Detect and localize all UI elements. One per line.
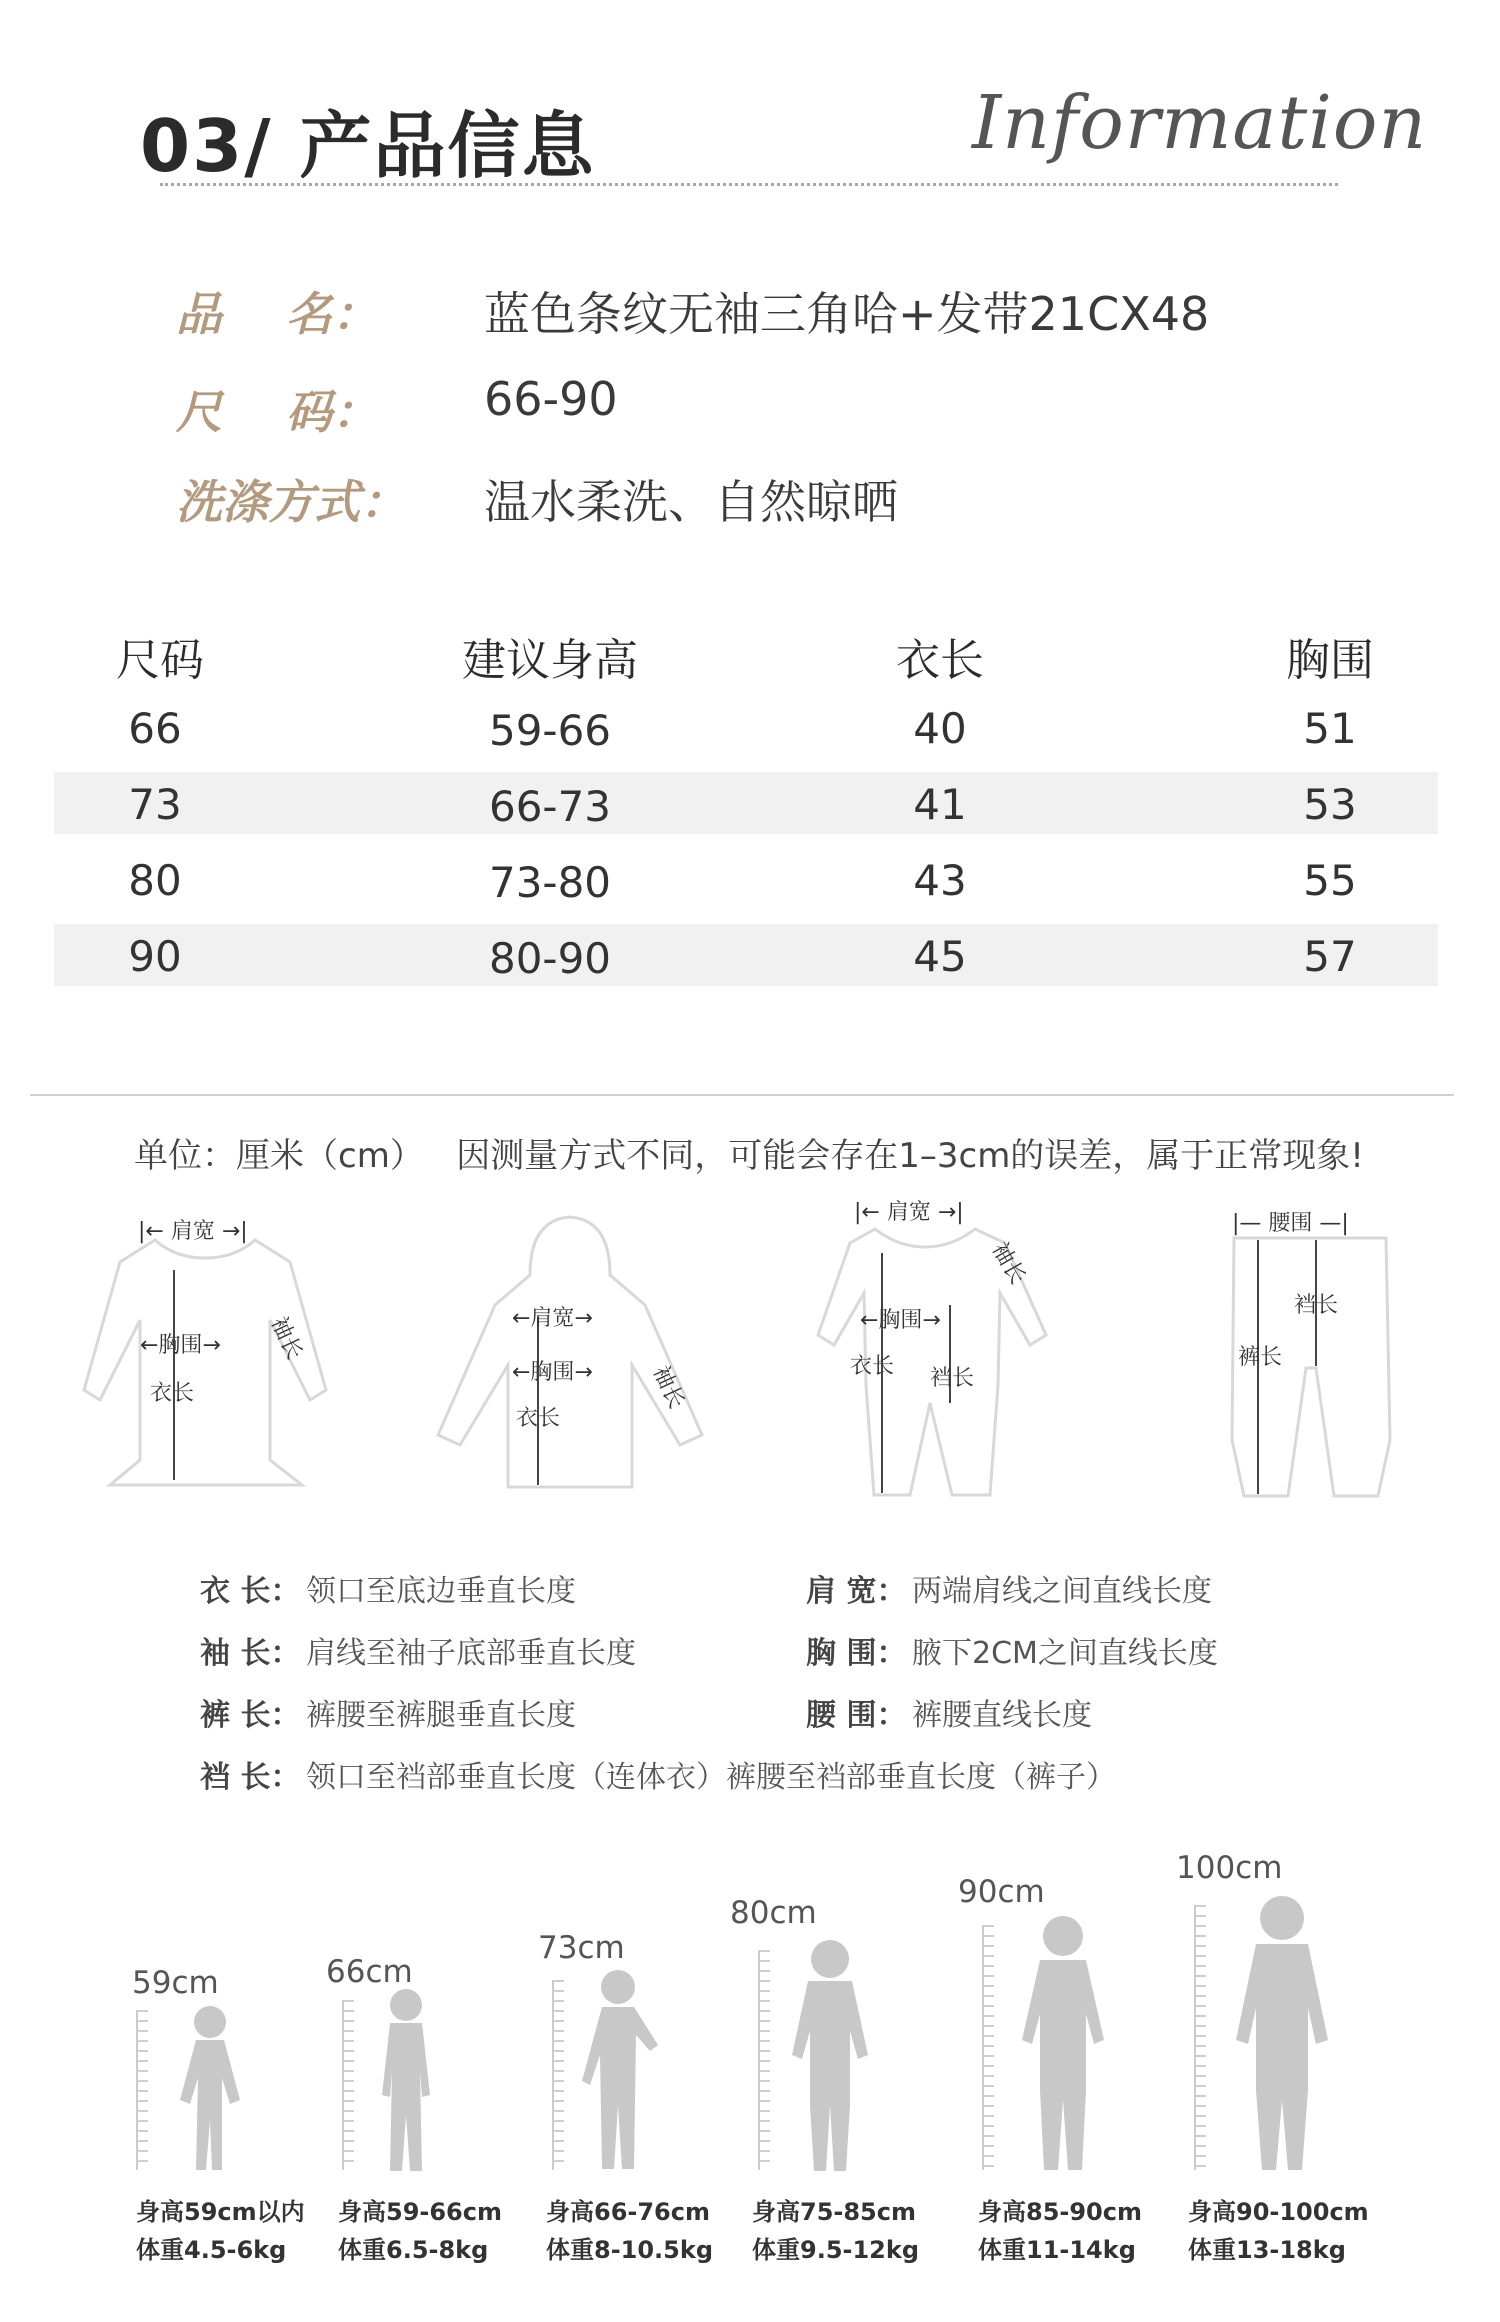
jacket-label-sleeve: 袖长 bbox=[265, 1313, 307, 1364]
table-cell: 53 bbox=[1303, 780, 1357, 829]
table-cell: 41 bbox=[913, 780, 967, 829]
definition-value: 裤腰直线长度 bbox=[912, 1698, 1092, 1733]
child-silhouette-icon bbox=[1008, 1910, 1118, 2175]
hoodie-label-shoulder: ←肩宽→ bbox=[512, 1306, 593, 1331]
table-cell: 66-73 bbox=[488, 782, 612, 831]
height-ruler bbox=[136, 2010, 154, 2170]
page-title: 03/ 产品信息 bbox=[140, 104, 596, 188]
height-label: 90cm bbox=[958, 1874, 1045, 1910]
definition-key: 裆 长： bbox=[200, 1760, 301, 1795]
table-cell: 57 bbox=[1303, 932, 1357, 981]
definition-value: 腋下2CM之间直线长度 bbox=[912, 1636, 1218, 1671]
child-silhouette-icon bbox=[1222, 1890, 1342, 2175]
kid-height-range: 身高90-100cm bbox=[1188, 2198, 1369, 2226]
height-ruler bbox=[342, 2000, 360, 2170]
table-row-band bbox=[54, 772, 1438, 834]
child-silhouette-icon bbox=[170, 2000, 250, 2175]
definition-key: 袖 长： bbox=[200, 1636, 301, 1671]
height-label: 73cm bbox=[538, 1930, 625, 1966]
table-header-height: 建议身高 bbox=[462, 635, 638, 686]
header-divider bbox=[160, 183, 1338, 186]
table-cell: 40 bbox=[913, 704, 967, 753]
pants-label-crotch: 裆长 bbox=[1294, 1293, 1339, 1318]
table-cell: 73 bbox=[128, 780, 182, 829]
kid-weight-range: 体重4.5-6kg bbox=[136, 2236, 287, 2264]
romper-diagram bbox=[790, 1195, 1090, 1515]
kid-height-range: 身高75-85cm bbox=[752, 2198, 916, 2226]
romper-label-length: 衣长 bbox=[850, 1354, 895, 1379]
hoodie-label-chest: ←胸围→ bbox=[512, 1360, 593, 1385]
child-silhouette-icon bbox=[780, 1935, 880, 2175]
table-cell: 80 bbox=[128, 856, 182, 905]
kid-height-range: 身高85-90cm bbox=[978, 2198, 1142, 2226]
kid-height-range: 身高59-66cm bbox=[338, 2198, 502, 2226]
section-divider bbox=[30, 1094, 1454, 1096]
jacket-label-length: 衣长 bbox=[150, 1381, 195, 1406]
romper-label-crotch: 裆长 bbox=[930, 1366, 975, 1391]
kid-weight-range: 体重13-18kg bbox=[1188, 2236, 1346, 2264]
definition-key: 肩 宽： bbox=[806, 1574, 907, 1609]
definition-key: 胸 围： bbox=[806, 1636, 907, 1671]
info-label-size: 尺 码： bbox=[176, 385, 379, 439]
height-ruler bbox=[1194, 1905, 1212, 2170]
pants-label-length: 裤长 bbox=[1238, 1345, 1283, 1370]
table-cell: 90 bbox=[128, 932, 182, 981]
romper-label-sleeve: 袖长 bbox=[986, 1238, 1031, 1289]
table-cell: 45 bbox=[913, 932, 967, 981]
table-cell: 55 bbox=[1303, 856, 1357, 905]
table-header-chest: 胸围 bbox=[1286, 635, 1374, 686]
hoodie-diagram bbox=[420, 1205, 710, 1505]
info-label-name: 品 名： bbox=[176, 287, 379, 341]
height-label: 80cm bbox=[730, 1895, 817, 1931]
height-ruler bbox=[758, 1950, 776, 2170]
hoodie-label-length: 衣长 bbox=[516, 1406, 561, 1431]
height-label: 100cm bbox=[1176, 1850, 1283, 1886]
definition-value: 两端肩线之间直线长度 bbox=[912, 1574, 1212, 1609]
child-silhouette-icon bbox=[576, 1965, 666, 2175]
pants-label-waist: |— 腰围 —| bbox=[1232, 1211, 1349, 1236]
romper-label-shoulder: |← 肩宽 →| bbox=[854, 1200, 964, 1225]
kid-weight-range: 体重8-10.5kg bbox=[546, 2236, 714, 2264]
info-label-wash: 洗涤方式： bbox=[176, 475, 406, 529]
kid-weight-range: 体重9.5-12kg bbox=[752, 2236, 920, 2264]
definition-value: 领口至裆部垂直长度（连体衣）裤腰至裆部垂直长度（裤子） bbox=[306, 1760, 1116, 1795]
child-silhouette-icon bbox=[366, 1985, 446, 2175]
page-subtitle-script: Information bbox=[972, 80, 1428, 166]
definition-value: 裤腰至裤腿垂直长度 bbox=[306, 1698, 576, 1733]
romper-outline-icon bbox=[790, 1195, 1090, 1515]
info-value-name: 蓝色条纹无袖三角哈+发带21CX48 bbox=[484, 287, 1210, 341]
pants-diagram bbox=[1220, 1200, 1400, 1510]
definition-value: 领口至底边垂直长度 bbox=[306, 1574, 576, 1609]
table-row-band bbox=[54, 924, 1438, 986]
definition-key: 裤 长： bbox=[200, 1698, 301, 1733]
table-header-length: 衣长 bbox=[896, 635, 984, 686]
definition-key: 腰 围： bbox=[806, 1698, 907, 1733]
height-label: 59cm bbox=[132, 1965, 219, 2001]
hoodie-label-sleeve: 袖长 bbox=[647, 1362, 689, 1413]
kid-weight-range: 体重11-14kg bbox=[978, 2236, 1136, 2264]
table-cell: 59-66 bbox=[488, 706, 612, 755]
kid-weight-range: 体重6.5-8kg bbox=[338, 2236, 489, 2264]
info-value-size: 66-90 bbox=[484, 372, 618, 426]
kid-height-range: 身高59cm以内 bbox=[136, 2198, 305, 2226]
height-ruler bbox=[982, 1925, 1000, 2170]
height-ruler bbox=[552, 1980, 570, 2170]
height-label: 66cm bbox=[326, 1954, 413, 1990]
jacket-diagram bbox=[70, 1210, 340, 1500]
kid-height-range: 身高66-76cm bbox=[546, 2198, 710, 2226]
info-value-wash: 温水柔洗、自然晾晒 bbox=[484, 475, 898, 529]
definition-value: 肩线至袖子底部垂直长度 bbox=[306, 1636, 636, 1671]
unit-note: 单位：厘米（cm） 因测量方式不同，可能会存在1–3cm的误差，属于正常现象! bbox=[134, 1136, 1364, 1176]
table-cell: 80-90 bbox=[488, 934, 612, 983]
romper-label-chest: ←胸围→ bbox=[860, 1308, 941, 1333]
jacket-label-chest: ←胸围→ bbox=[140, 1333, 221, 1358]
definition-key: 衣 长： bbox=[200, 1574, 301, 1609]
table-cell: 66 bbox=[128, 704, 182, 753]
table-cell: 73-80 bbox=[488, 858, 612, 907]
jacket-label-shoulder: |← 肩宽 →| bbox=[138, 1219, 248, 1244]
table-cell: 51 bbox=[1303, 704, 1357, 753]
table-header-size: 尺码 bbox=[116, 635, 204, 686]
table-cell: 43 bbox=[913, 856, 967, 905]
